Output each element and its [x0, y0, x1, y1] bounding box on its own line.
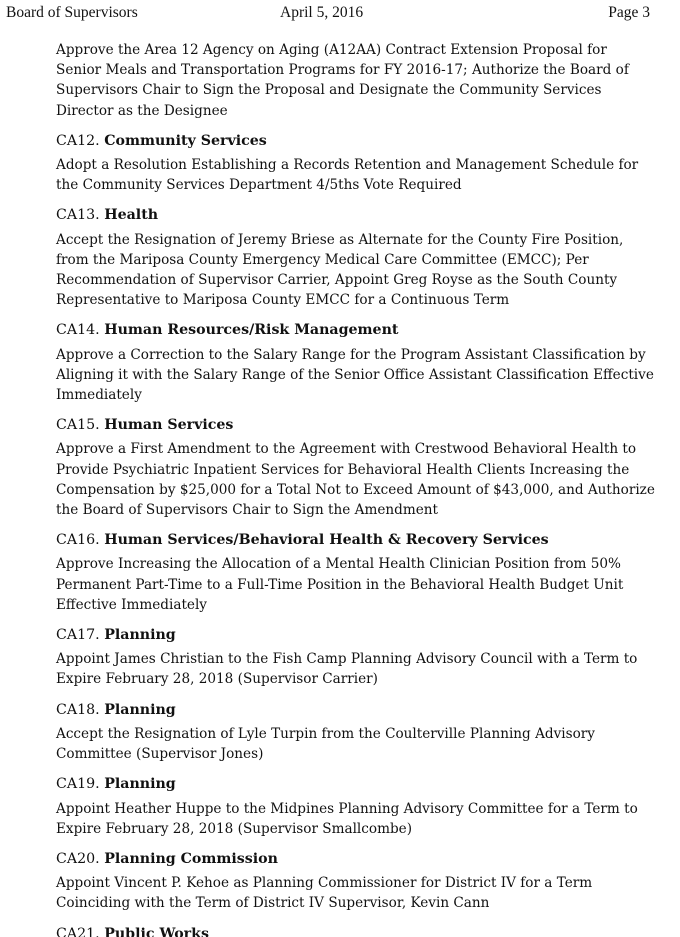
header-page-number: Page 3: [608, 4, 650, 21]
agenda-item-ca15: [56, 415, 656, 520]
item-department: Human Resources/Risk Management: [104, 322, 399, 339]
agenda-item-ca16: [56, 530, 656, 615]
agenda-item-heading: [56, 849, 656, 869]
item-description: Accept the Resignation of Lyle Turpin from the Coulterville Planning Advisory Committee (Supervisor Jones): [56, 725, 595, 763]
item-department: Health: [104, 207, 159, 224]
item-description: Appoint James Christian to the Fish Camp Planning Advisory Council with a Term to Expire February 28, 2018 (Supervisor Carrier): [56, 651, 638, 688]
agenda-item-heading: [56, 415, 656, 435]
item-department: Planning: [104, 701, 176, 718]
item-department: Planning Commission: [104, 850, 278, 867]
item-description: Appoint Vincent P. Kehoe as Planning Commissioner for District IV for a Term Coinciding with the Term of District IV Supervisor, Kevin Cann: [56, 875, 593, 912]
item-number: CA18.: [56, 701, 100, 718]
agenda-content: [56, 40, 656, 937]
item-number: CA15.: [56, 417, 100, 434]
page-header: [6, 3, 650, 23]
intro-paragraph: Approve the Area 12 Agency on Aging (A12AA) Contract Extension Proposal for Senior Meals and Transportation Programs for FY 2016-17; Authorize the Board of Supervisors Chair to Sign the Proposal and Designate the Community Services Director as the Designee: [56, 42, 629, 119]
agenda-item-heading: [56, 774, 656, 794]
agenda-item-heading: [56, 924, 656, 937]
agenda-item-heading: [56, 530, 656, 550]
item-number: CA16.: [56, 532, 100, 549]
item-number: CA14.: [56, 322, 100, 339]
item-number: CA13.: [56, 207, 100, 224]
item-description: Approve a First Amendment to the Agreement with Crestwood Behavioral Health to Provide Psychiatric Inpatient Services for Behavioral Health Clients Increasing the Compensation by $25,000 for a Total Not to Exceed Amount of $43,000, and Authorize the Board of Supervisors Chair to Sign the Amendment: [56, 441, 655, 519]
header-date: April 5, 2016: [280, 4, 364, 21]
agenda-item-ca12: [56, 131, 656, 196]
agenda-item-ca18: [56, 700, 656, 765]
item-number: CA20.: [56, 850, 100, 867]
item-description: Approve Increasing the Allocation of a Mental Health Clinician Position from 50% Permanent Part-Time to a Full-Time Position in the Behavioral Health Budget Unit Effective Immediately: [56, 556, 624, 613]
item-number: CA19.: [56, 776, 100, 793]
item-number: CA17.: [56, 627, 100, 644]
item-description: Adopt a Resolution Establishing a Records Retention and Management Schedule for the Community Services Department 4/5ths Vote Required: [56, 157, 639, 194]
agenda-item-ca21: [56, 924, 656, 937]
agenda-item-heading: [56, 700, 656, 720]
item-department: Planning: [104, 776, 176, 793]
agenda-item-heading: [56, 131, 656, 151]
header-board-name: Board of Supervisors: [6, 4, 138, 21]
agenda-item-ca13: [56, 205, 656, 310]
agenda-item-ca14: [56, 320, 656, 405]
item-department: Human Services/Behavioral Health & Recovery Services: [104, 532, 549, 549]
agenda-item-heading: [56, 205, 656, 225]
item-department: Planning: [104, 627, 176, 644]
agenda-item-ca20: [56, 849, 656, 914]
item-department: Human Services: [104, 417, 234, 434]
item-department: Public Works: [104, 925, 209, 937]
item-department: Community Services: [104, 132, 267, 149]
item-description: Appoint Heather Huppe to the Midpines Planning Advisory Committee for a Term to Expire February 28, 2018 (Supervisor Smallcombe): [56, 800, 638, 837]
agenda-item-heading: [56, 320, 656, 340]
agenda-item-ca19: [56, 774, 656, 839]
item-number: CA21.: [56, 925, 100, 937]
item-description: Accept the Resignation of Jeremy Briese as Alternate for the County Fire Position, from the Mariposa County Emergency Medical Care Committee (EMCC); Per Recommendation of Supervisor Carrier, Appoint Greg Royse as the South County Representative to Mariposa County EMCC for a Continuous Term: [56, 231, 624, 309]
item-description: Approve a Correction to the Salary Range for the Program Assistant Classification by Aligning it with the Salary Range of the Senior Office Assistant Classification Effective Immediately: [56, 346, 654, 404]
agenda-item-ca17: [56, 625, 656, 690]
agenda-item-heading: [56, 625, 656, 645]
item-number: CA12.: [56, 132, 100, 149]
